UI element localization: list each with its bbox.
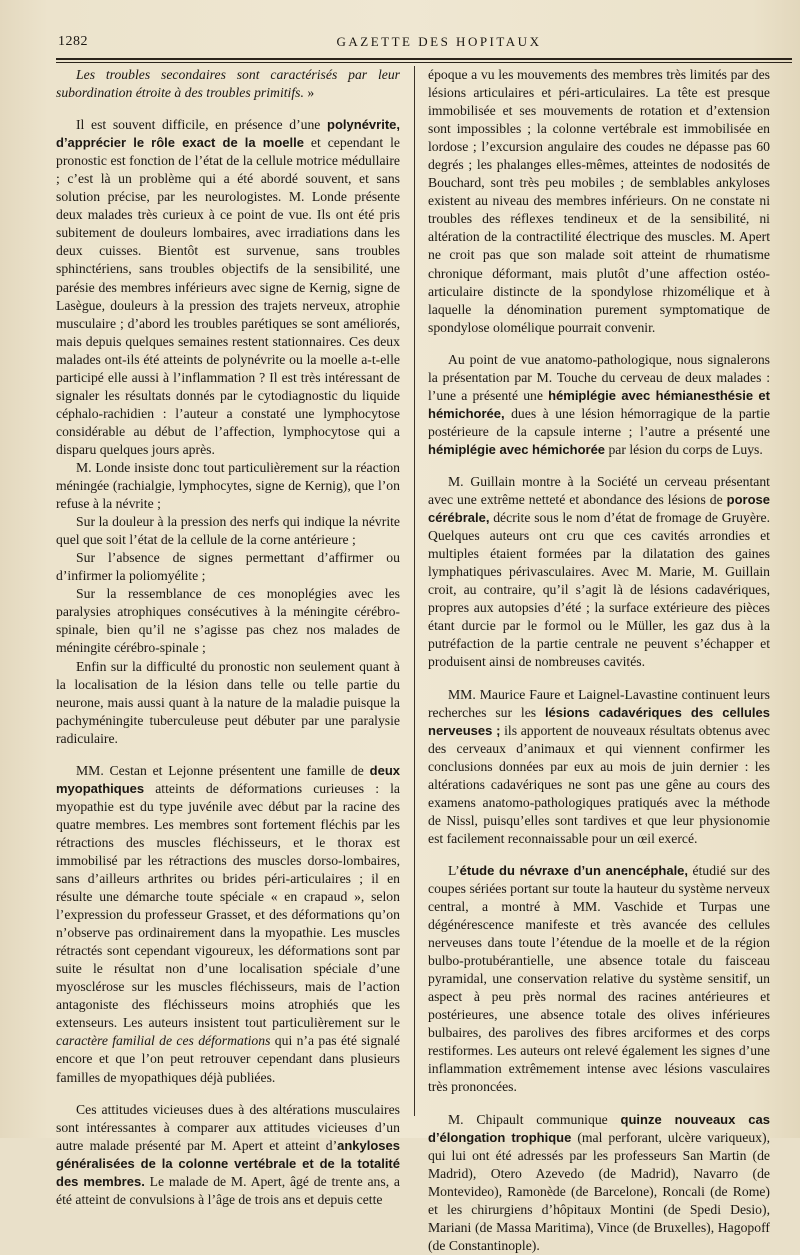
bold-term: porose cérébrale, [428, 492, 770, 526]
bold-term: quinze nouveaux cas d’élongation trophique [428, 1111, 770, 1145]
journal-title: GAZETTE DES HOPITAUX [336, 34, 542, 49]
bold-term: deux myopathiques [56, 762, 400, 796]
paragraph-attitudes [56, 1101, 400, 1209]
paragraph-guillain [428, 473, 770, 672]
text: qui n’a pas été signalé encore et que l’on peut retrouver cependant dans plusieurs familles de myopathiques déjà publiées. [56, 1033, 400, 1085]
paragraph-epoque: époque a vu les mouvements des membres très limités par des lésions articulaires et péri-articulaires. La tête est presque immobilisée et ses mouvements de rotation et d’extension sont impossibles ; la colonne vertébrale est immobilisée en lordose ; l’excursion angulaire des coudes ne dépasse pas 60 degrés ; les phalanges elles-mêmes, atteintes de nodosités de Bouchard, sont très peu mobiles ; de semblables ankyloses existent au niveau des membres inférieurs. On ne constate ni troubles des réflexes tendineux et de la sensibilité, ni altération de la contractilité électrique des muscles. M. Apert ne croit pas que son malade soit atteint de rhumatisme chronique déformant, mais plutôt d’une affection ostéo-articulaire distincte de la spondylose rhizomélique et à laquelle la dénomination purement symptomatique de spondylose olomélique pourrait convenir. [428, 67, 770, 335]
italic-term: caractère familial de ces déformations [56, 1033, 271, 1049]
paragraph-nevraxe [428, 862, 770, 1097]
quote-paragraph [56, 66, 400, 102]
text: dues à une lésion hémorragique de la partie postérieure de la capsule interne ; l’autre a présenté une [428, 405, 770, 439]
text: décrite sous le nom d’état de fromage de Gruyère. Quelques auteurs ont cru que ces cavités arrondies et multiples étaient formées par la dilatation des gaines lymphatiques périvasculaires. Avec M. Marie, M. Guillain croit, au contraire, qu’il s’agit là de lésions cadavériques, propres aux autopsies d’été ; la surface extérieure des pièces étant durcie par le formol ou le Müller, les gaz dus à la putréfaction de la partie centrale ne peuvent s’échapper et produisent ainsi de nombreuses cavités. [428, 510, 770, 670]
paragraph-enfin: Enfin sur la difficulté du pronostic non seulement quant à la localisation de la lésion dans telle ou telle partie du neurone, mais aussi quant à la nature de la maladie puisque la pachyméningite tuberculeuse peut débuter par une paralysie radiculaire. [56, 658, 400, 746]
paragraph-chipault [428, 1111, 770, 1255]
text: L’ [448, 862, 460, 878]
bold-term: hémiplégie avec hémichorée [428, 441, 606, 457]
text: (mal perforant, ulcère variqueux), qui lui ont été adressés par les professeurs San Martin (de Madrid), Otero Azevedo (de Madrid), Navarro (de Montevideo), Ramonède (de Barcelone), Roncali (de Rome) et les chirurgiens d’hôpitaux Montini (de Spedi Desio), Mariani (de Massa Maritima), Vince (de Bruxelles), Hagopoff (de Constantinople). [428, 1129, 770, 1253]
text: et cependant le pronostic est fonction de l’état de la cellule motrice médullaire ; c’est là un problème qui a été abordé souvent, et sans solution précise, par les neurologistes. M. Londe présente deux malades très curieux à ce point de vue. Ils ont été pris subitement de douleurs lombaires, avec irradiations dans les deux cuisses. Bientôt est survenue, sans troubles sphinctériens, sans troubles objectifs de la sensibilité, une parésie des membres inférieurs avec signe de Kernig, signe de Lasègue, douleurs à la pression des trajets nerveux, atrophie musculaire ; d’abord les troubles parétiques se sont améliorés, mais depuis quelques semaines restent stationnaires. Ces deux malades ont-ils été atteints de polynévrite ou la moelle a-t-elle participé elle aussi à l’inflammation ? Il est très intéressant de signaler les résultats donnés par le cytodiagnostic du liquide céphalo-rachidien : l’auteur a constaté une lymphocytose considérable au début de l’affection, lymphocytose qui a disparu quelques jours après. [56, 135, 400, 457]
page-header [58, 30, 790, 52]
bold-term: lésions cadavériques des cellules nerveuses ; [428, 704, 770, 738]
text: MM. Cestan et Lejonne présentent une famille de [76, 762, 370, 778]
text: Ces attitudes vicieuses dues à des altérations musculaires sont intéressantes à comparer aux attitudes vicieuses d’un autre malade présenté par M. Apert et atteint d’ [56, 1101, 400, 1153]
paragraph-londe: M. Londe insiste donc tout particulièrement sur la réaction méningée (rachialgie, lymphocytes, signe de Kernig), que l’on refuse à la névrite ; [56, 459, 400, 512]
bold-term: hémiplégie avec hémianesthésie et hémichorée, [428, 387, 770, 421]
text: étudié sur des coupes sériées portant sur toute la hauteur du système nerveux central, a montré à MM. Vaschide et Turpas une dégénérescence manifeste et très avancée des cellules nerveuses dans toute l’étendue de la moelle et de la région bulbo-protubérantielle, une absence totale du faisceau pyramidal, une conservation relative du système sensitif, un aspect à peu près normal des racines antérieures et postérieures, une absence totale des olives inférieures bulbaires, des parolives des fibres arciformes et des corps restiformes. Les auteurs ont relevé également les signes d’une inflammation extrêmement intense avec lésions vasculaires très prononcées. [428, 862, 771, 1095]
page-number: 1282 [58, 34, 88, 49]
column-divider [414, 66, 415, 1116]
bold-term: ankyloses généralisées de la colonne vertébrale et de la totalité des membres. [56, 1137, 400, 1189]
paragraph-anatomo [428, 351, 770, 459]
paragraph-faure [428, 686, 770, 848]
text: M. Chipault communique [448, 1111, 621, 1127]
left-column [56, 66, 400, 1209]
text: MM. Maurice Faure et Laignel-Lavastine continuent leurs recherches sur les [428, 686, 770, 720]
paragraph-douleur: Sur la douleur à la pression des nerfs qui indique la névrite quel que soit l’état de la cellule de la corne antérieure ; [56, 514, 400, 548]
bold-term: polynévrite, d’apprécier le rôle exact de la moelle [56, 117, 400, 151]
paragraph-myopathiques [56, 762, 400, 1087]
text: Le malade de M. Apert, âgé de trente ans, a été atteint de convulsions à l’âge de trois ans et depuis cette [56, 1173, 400, 1207]
bold-term: étude du névraxe d’un anencéphale, [459, 862, 689, 878]
text: atteints de déformations curieuses : la myopathie est du type juvénile avec début par la racine des quatre membres. Les membres sont fortement fléchis par les rétractions des muscles fléchisseurs, et le thorax est immobilisé par les rétractions des muscles dorso-lombaires, sans d’ailleurs arthrites ou brides péri-articulaires ; il en résulte une démarche toute spéciale « en crapaud », selon l’expression du professeur Grasset, et des déformations qu’on n’observe pas ordinairement dans la myopathie. Les muscles rétractés sont cependant vigoureux, les déformations sont par suite le résultat non d’une localisation spéciale d’une myosclérose sur les muscles fléchisseurs, mais de l’action antagoniste des fléchisseurs moins atrophiés que les extenseurs. Les auteurs insistent tout particulièrement sur le [56, 780, 400, 1031]
text: Il est souvent difficile, en présence d’une [76, 117, 328, 133]
paragraph-ressemblance: Sur la ressemblance de ces monoplégies avec les paralysies atrophiques consécutives à la méningite cérébro-spinale, bien qu’il ne s’agisse pas chez nos malades de méningite cérébro-spinale ; [56, 586, 400, 656]
quote-close: » [303, 85, 315, 101]
text: par lésion du corps de Luys. [605, 441, 763, 457]
paragraph-absence [56, 549, 400, 585]
text: ils apportent de nouveaux résultats obtenus avec des cerveaux d’animaux et qui viennent confirmer les conclusions données par eux au mois de juin dernier : les altérations cadavériques ne sont pas une gêne au cours des examens anatomo-pathologiques pratiqués avec la méthode de Nissl, puisqu’elles sont tardives et que leur physionomie est facilement reconnaissable pour un œil exercé. [428, 722, 770, 846]
text: Au point de vue anatomo-pathologique, nous signalerons la présentation par M. Touche du cerveau de deux malades : l’une a présenté une [428, 351, 770, 403]
header-rule [56, 58, 792, 63]
paragraph-polynevrite [56, 116, 400, 459]
right-column [428, 66, 770, 1255]
text: Sur l’absence de signes permettant d’affirmer ou d’infirmer la poliomyélite ; [56, 550, 400, 584]
text: M. Guillain montre à la Société un cerveau présentant avec une extrême netteté et abondance des lésions de [428, 473, 770, 508]
quote-text: Les troubles secondaires sont caractérisés par leur subordination étroite à des troubles primitifs. [56, 67, 400, 101]
